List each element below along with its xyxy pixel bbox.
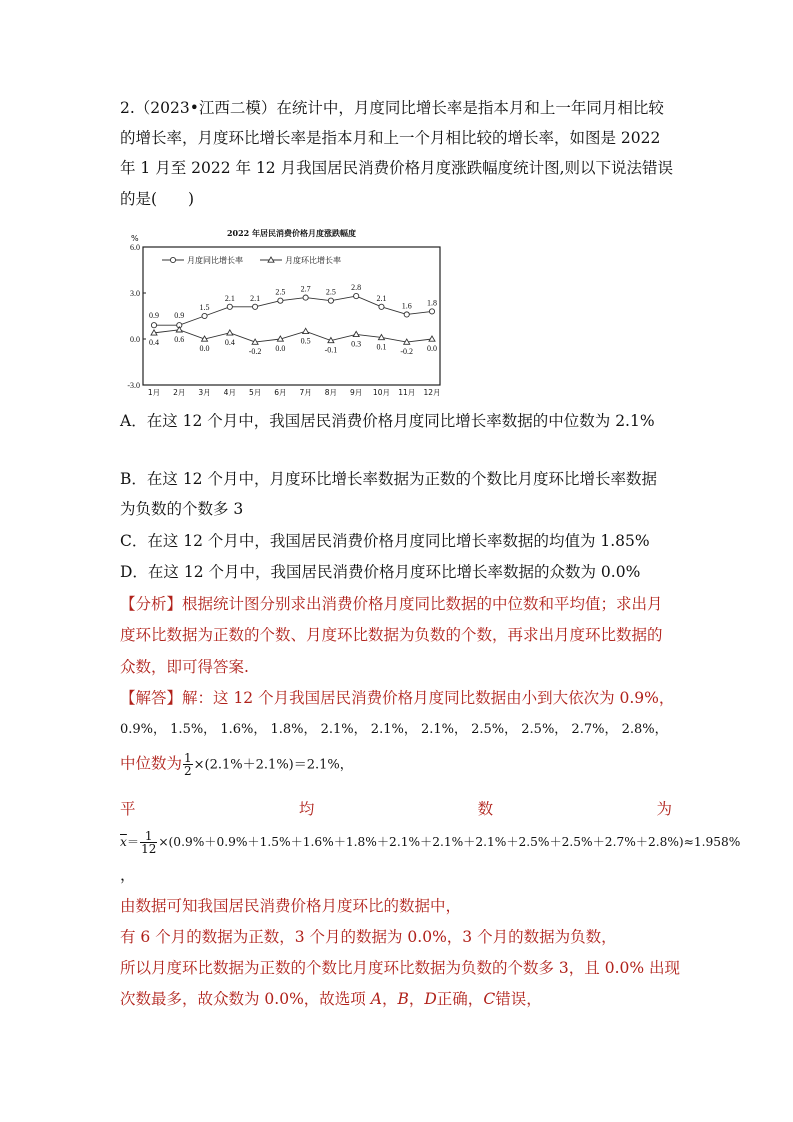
solution-tag: 【解答】 (120, 689, 183, 707)
data-label-yoy: 2.7 (300, 284, 311, 294)
option-b-line-1: B．在这 12 个月中，月度环比增长率数据为正数的个数比月度环比增长率数据 (120, 470, 657, 488)
data-label-mom: 0.5 (300, 336, 311, 346)
x-tick-label: 1月 (147, 388, 161, 397)
data-point-yoy (252, 304, 257, 309)
question-line-2: 的增长率，月度环比增长率是指本月和上一个月相比较的增长率，如图是 2022 (120, 129, 661, 147)
x-tick-label: 11月 (398, 388, 416, 397)
question-line-1: 2.（2023•江西二模）在统计中，月度同比增长率是指本月和上一年同月相比较 (120, 99, 664, 117)
x-tick-label: 10月 (372, 388, 390, 397)
chart-title: 2022 年居民消费价格月度涨跌幅度 (226, 228, 357, 238)
data-point-yoy (151, 323, 156, 328)
x-tick-label: 3月 (198, 388, 211, 397)
data-label-mom: 0.0 (199, 344, 210, 353)
correct-text: 正确， (436, 990, 484, 1008)
analysis-line-2: 度环比数据为正数的个数、月度环比数据为负数的个数，再求出月度环比数据的 (120, 626, 663, 644)
mean-fraction-den: 12 (141, 842, 157, 856)
median-prefix: 中位数为 (120, 754, 183, 773)
question-line-3: 年 1 月至 2022 年 12 月我国居民消费价格月度涨跌幅度统计图,则以下说法错误 (120, 159, 674, 177)
solution-line-8-text: 次数最多，故众数为 0.0%，故选项 (120, 990, 371, 1008)
data-label-yoy: 0.9 (174, 311, 185, 321)
data-label-mom: -0.2 (400, 347, 414, 357)
data-label-mom: -0.2 (248, 347, 262, 357)
legend-label: 月度同比增长率 (187, 256, 243, 265)
data-point-mom (353, 331, 359, 336)
data-point-yoy (379, 304, 384, 309)
solution-line-1 (120, 687, 674, 709)
analysis-line-3: 众数，即可得答案. (120, 658, 249, 676)
y-tick-label: 6.0 (130, 243, 140, 252)
option-a: A．在这 12 个月中，我国居民消费价格月度同比增长率数据的中位数为 2.1% (120, 412, 655, 430)
x-tick-label: 5月 (248, 388, 262, 397)
data-label-yoy: 2.1 (250, 293, 261, 303)
y-tick-label: -3.0 (127, 381, 140, 390)
data-label-mom: 0.0 (275, 344, 286, 353)
data-point-yoy (227, 304, 232, 309)
option-d: D．在这 12 个月中，我国居民消费价格月度环比增长率数据的众数为 0.0% (120, 563, 641, 581)
sep-2: ， (408, 990, 425, 1008)
mean-comma: ， (120, 866, 136, 884)
data-label-mom: 0.4 (224, 337, 235, 347)
data-label-mom: 0.1 (376, 342, 387, 352)
median-expression: ×(2.1%＋2.1%)＝2.1%， (193, 757, 353, 773)
plot-frame (143, 247, 440, 385)
x-tick-label: 7月 (299, 388, 312, 397)
y-axis-unit: % (131, 234, 139, 243)
option-ref-d: D (424, 990, 437, 1008)
analysis-line-1 (120, 593, 663, 615)
x-tick-label: 4月 (223, 388, 236, 397)
mean-label-spread (120, 797, 672, 819)
sep-1: ， (381, 990, 398, 1008)
data-label-yoy: 1.5 (199, 303, 210, 312)
data-label-yoy: 1.6 (401, 301, 412, 311)
data-point-mom (176, 327, 182, 332)
option-b-line-2: 为负数的个数多 3 (120, 500, 244, 518)
data-label-yoy: 2.8 (351, 283, 362, 293)
median-fraction-num: 1 (184, 751, 192, 765)
legend-label: 月度环比增长率 (285, 256, 341, 265)
price-change-chart (118, 222, 446, 398)
mean-equals: ＝ (126, 835, 140, 849)
data-point-mom (303, 328, 309, 333)
series-line (154, 293, 432, 325)
data-label-mom: 0.6 (174, 334, 185, 344)
solution-line-5: 由数据可知我国居民消费价格月度环比的数据中， (120, 897, 462, 915)
median-fraction-den: 2 (184, 764, 192, 778)
data-label-yoy: 2.5 (275, 287, 286, 297)
option-c: C．在这 12 个月中，我国居民消费价格月度同比增长率数据的均值为 1.85% (120, 532, 650, 550)
data-label-yoy: 2.5 (325, 287, 336, 297)
solution-text-1: 解：这 12 个月我国居民消费价格月度同比数据由小到大依次为 0.9%， (182, 689, 675, 707)
y-tick-label: 3.0 (130, 289, 140, 298)
analysis-text-1: 根据统计图分别求出消费价格月度同比数据的中位数和平均值；求出月 (182, 595, 663, 613)
x-tick-label: 12月 (423, 388, 441, 397)
mean-fraction (140, 830, 157, 855)
x-tick-label: 2月 (173, 388, 186, 397)
wrong-text: 错误， (495, 990, 542, 1008)
data-point-yoy (278, 298, 283, 303)
data-point-mom (227, 330, 233, 335)
solution-line-2: 0.9%， 1.5%， 1.6%， 1.8%， 2.1%， 2.1%， 2.1%， 2.5%， 2.5%， 2.7%， 2.8%， (120, 722, 668, 737)
mean-formula (120, 830, 740, 855)
data-label-yoy: 2.1 (376, 293, 387, 303)
x-tick-label: 8月 (324, 388, 338, 397)
analysis-tag: 【分析】 (120, 595, 183, 613)
option-ref-b: B (397, 990, 409, 1008)
data-label-mom: -0.1 (324, 345, 338, 355)
spread-char-4: 为 (656, 800, 672, 818)
data-point-yoy (328, 298, 333, 303)
solution-line-6: 有 6 个月的数据为正数，3 个月的数据为 0.0%，3 个月的数据为负数， (120, 928, 617, 946)
data-point-mom (429, 336, 435, 341)
data-point-yoy (354, 293, 359, 298)
mean-symbol: $\overline{x}$ (120, 835, 127, 849)
median-line (120, 752, 353, 777)
option-ref-c: C (483, 990, 496, 1008)
legend-circle-marker (170, 257, 175, 262)
mean-fraction-num: 1 (140, 830, 157, 843)
data-label-yoy: 2.1 (224, 293, 235, 303)
median-fraction (183, 752, 193, 777)
x-tick-label: 9月 (350, 388, 363, 397)
spread-char-2: 均 (298, 800, 315, 818)
data-label-mom: 0.3 (351, 339, 362, 349)
data-point-yoy (202, 313, 207, 318)
solution-line-8 (120, 988, 542, 1010)
mean-expression: ×(0.9%＋0.9%＋1.5%＋1.6%＋1.8%＋2.1%＋2.1%＋2.1%＋2.5%＋2.5%＋2.7%＋2.8%)≈1.958% (158, 835, 741, 849)
option-ref-a: A (370, 990, 382, 1008)
data-point-yoy (404, 312, 409, 317)
data-label-mom: 0.0 (427, 344, 437, 353)
x-tick-label: 6月 (274, 388, 287, 397)
spread-char-3: 数 (477, 800, 494, 818)
y-tick-label: 0.0 (130, 335, 140, 344)
data-label-yoy: 1.8 (427, 298, 437, 308)
solution-line-7: 所以月度环比数据为正数的个数比月度环比数据为负数的个数多 3，且 0.0% 出现 (120, 959, 681, 977)
data-point-yoy (303, 295, 308, 300)
series-line (154, 330, 432, 342)
data-point-yoy (429, 309, 434, 314)
data-label-yoy: 0.9 (149, 311, 159, 321)
spread-char-1: 平 (120, 800, 136, 818)
data-label-mom: 0.4 (149, 337, 159, 347)
question-line-4: 的是( ) (120, 190, 195, 208)
